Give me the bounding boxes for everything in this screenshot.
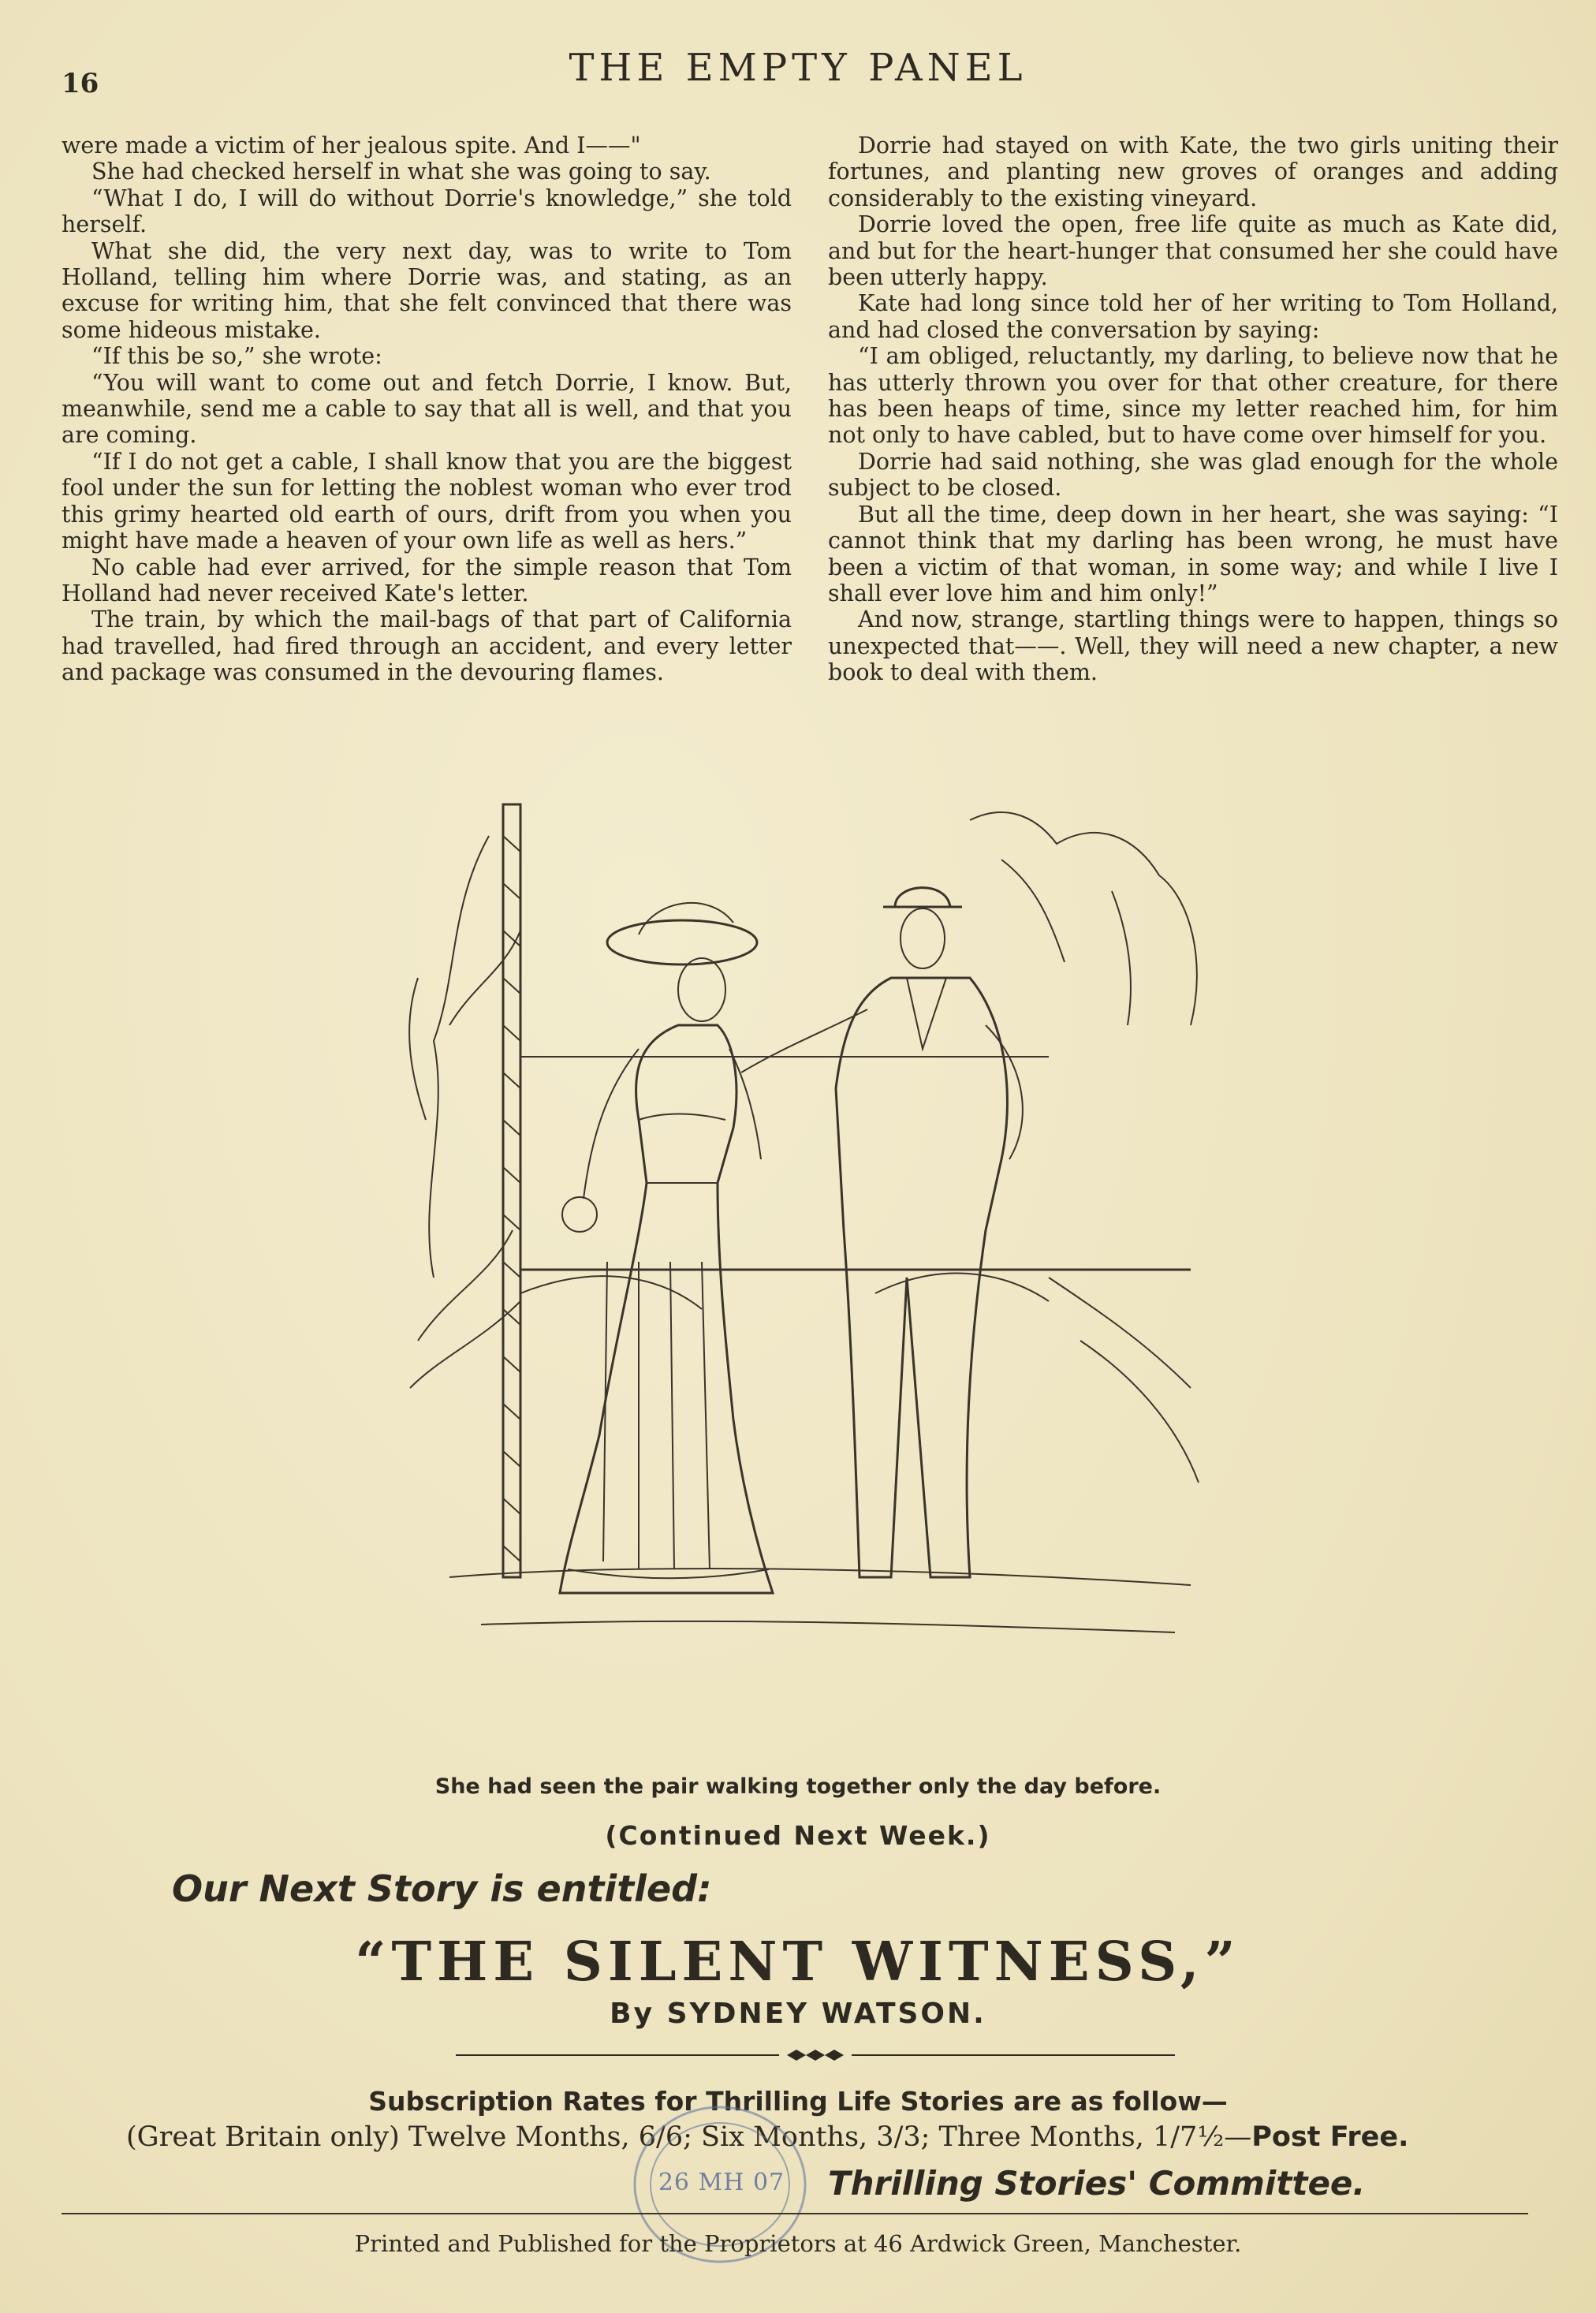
paragraph: And now, strange, startling things were to happen, things so unexpected that——. Well, they will need a new chapter, a new book to deal with them. <box>828 606 1558 686</box>
next-story-intro: Our Next Story is entitled: <box>172 1867 712 1910</box>
paragraph: No cable had ever arrived, for the simple reason that Tom Holland had never received Kate's letter. <box>62 554 792 606</box>
right-text-column <box>828 132 1558 686</box>
footer-rule <box>62 2213 1528 2214</box>
paragraph: She had checked herself in what she was going to say. <box>91 159 711 185</box>
paragraph: Dorrie loved the open, free life quite as much as Kate did, and but for the heart-hunger that consumed her she could have been utterly happy. <box>828 211 1558 291</box>
paragraph: But all the time, deep down in her heart, she was saying: “I cannot think that my darling has been wrong, he must have been a victim of that woman, in some way; and while I live I shall ever love him and him only!” <box>828 501 1558 606</box>
post-free-label: Post Free. <box>1251 2121 1409 2153</box>
page-number: 16 <box>62 68 99 99</box>
paragraph: What she did, the very next day, was to write to Tom Holland, telling him where Dorrie was, and stating, as an excuse for writing him, that she felt convinced that there was some hideous mistake. <box>62 237 792 343</box>
publisher-imprint: Printed and Published for the Proprietors at 46 Ardwick Green, Manchester. <box>354 2230 1242 2257</box>
woman-hat <box>607 920 757 964</box>
paragraph: Dorrie had stayed on with Kate, the two girls uniting their fortunes, and planting new groves of oranges and adding considerably to the existing vineyard. <box>828 132 1558 211</box>
paragraph: The train, by which the mail-bags of that part of California had travelled, had fired through an accident, and every letter and package was consumed in the devouring flames. <box>62 606 792 686</box>
illustration-caption: She had seen the pair walking together only the day before. <box>434 1774 1162 1799</box>
paragraph: “I am obliged, reluctantly, my darling, to believe now that he has utterly thrown you over for that other creature, for there has been heaps of time, since my letter reached him, for him not only to have cabled, but to have come over himself for you. <box>828 343 1558 449</box>
paragraph: Kate had long since told her of her writing to Tom Holland, and had closed the conversation by saying: <box>828 290 1558 343</box>
left-text-column <box>62 132 792 686</box>
subscription-rates-text: (Great Britain only) Twelve Months, 6/6; Six Months, 3/3; Three Months, 1/7½— <box>126 2121 1252 2153</box>
paragraph: “You will want to come out and fetch Dorrie, I know. But, meanwhile, send me a cable to say that all is well, and that you are coming. <box>62 369 792 449</box>
engraved-illustration <box>402 789 1230 1719</box>
man-hat <box>883 888 962 907</box>
foliage-right <box>970 812 1197 1025</box>
paragraph: Dorrie had said nothing, she was glad enough for the whole subject to be closed. <box>828 448 1558 502</box>
paragraph: “If this be so,” she wrote: <box>91 343 382 370</box>
subscription-heading: Subscription Rates for Thrilling Life Stories are as follow— <box>368 2086 1228 2117</box>
divider-ornament <box>456 2047 1175 2063</box>
man-head <box>901 908 945 968</box>
author-byline: By SYDNEY WATSON. <box>610 1998 986 2030</box>
trellis-post <box>503 804 520 1577</box>
subscription-rates <box>126 2121 1522 2153</box>
stamp-date: 26 MH 07 <box>658 2169 785 2196</box>
paragraph: “If I do not get a cable, I shall know that you are the biggest fool under the sun for letting the noblest woman who ever trod this grimy hearted old earth of ours, drift from you when you might have made a heaven of your own life as well as hers.” <box>62 448 792 554</box>
woman-head <box>678 958 725 1021</box>
paragraph: were made a victim of her jealous spite. And I——" <box>62 132 641 159</box>
next-story-title: “THE SILENT WITNESS,” <box>355 1931 1241 1994</box>
woman-dress <box>560 1025 773 1593</box>
paragraph: “What I do, I will do without Dorrie's knowledge,” she told herself. <box>62 185 792 238</box>
running-title: THE EMPTY PANEL <box>569 46 1027 90</box>
flower-bouquet <box>562 1197 597 1232</box>
committee-signature: Thrilling Stories' Committee. <box>828 2164 1366 2203</box>
continued-notice: (Continued Next Week.) <box>605 1820 991 1851</box>
